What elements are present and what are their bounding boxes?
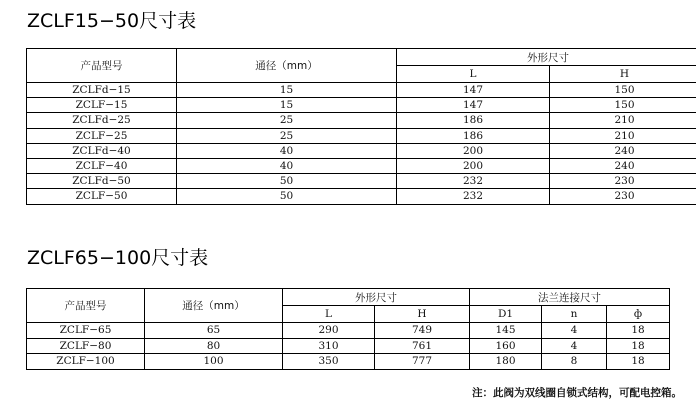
header-phi: ф bbox=[607, 306, 670, 323]
cell-n: 8 bbox=[542, 354, 607, 370]
cell-model: ZCLF−40 bbox=[27, 158, 177, 173]
cell-bore: 15 bbox=[177, 83, 397, 98]
cell-model: ZCLF−25 bbox=[27, 128, 177, 143]
cell-H: 240 bbox=[550, 158, 696, 173]
table1-title: ZCLF15−50尺寸表 bbox=[27, 10, 197, 32]
header-n: n bbox=[542, 306, 607, 323]
header-H: H bbox=[375, 306, 470, 323]
cell-model: ZCLF−15 bbox=[27, 98, 177, 113]
header-flange: 法兰连接尺寸 bbox=[470, 289, 670, 306]
table-row bbox=[27, 174, 696, 189]
cell-L: 232 bbox=[397, 174, 550, 189]
cell-H: 150 bbox=[550, 98, 696, 113]
cell-phi: 18 bbox=[607, 338, 670, 354]
cell-bore: 50 bbox=[177, 189, 397, 204]
dimension-table-65-100 bbox=[26, 288, 670, 370]
cell-bore: 25 bbox=[177, 128, 397, 143]
cell-model: ZCLF−100 bbox=[27, 354, 145, 370]
table-row bbox=[27, 323, 670, 339]
cell-bore: 15 bbox=[177, 98, 397, 113]
cell-L: 147 bbox=[397, 98, 550, 113]
header-D1: D1 bbox=[470, 306, 542, 323]
header-H: H bbox=[550, 66, 696, 83]
cell-L: 350 bbox=[283, 354, 375, 370]
cell-H: 230 bbox=[550, 174, 696, 189]
cell-phi: 18 bbox=[607, 354, 670, 370]
cell-L: 186 bbox=[397, 113, 550, 128]
cell-phi: 18 bbox=[607, 323, 670, 339]
footnote: 注：此阀为双线圈自锁式结构，可配电控箱。 bbox=[472, 387, 682, 399]
header-model: 产品型号 bbox=[27, 49, 177, 83]
cell-L: 232 bbox=[397, 189, 550, 204]
cell-D1: 180 bbox=[470, 354, 542, 370]
header-L: L bbox=[397, 66, 550, 83]
cell-H: 210 bbox=[550, 113, 696, 128]
table1-body bbox=[27, 83, 696, 205]
cell-bore: 65 bbox=[145, 323, 283, 339]
cell-L: 186 bbox=[397, 128, 550, 143]
cell-H: 777 bbox=[375, 354, 470, 370]
cell-L: 147 bbox=[397, 83, 550, 98]
cell-model: ZCLF−50 bbox=[27, 189, 177, 204]
table2-body bbox=[27, 323, 670, 370]
cell-D1: 160 bbox=[470, 338, 542, 354]
cell-L: 310 bbox=[283, 338, 375, 354]
cell-H: 749 bbox=[375, 323, 470, 339]
header-L: L bbox=[283, 306, 375, 323]
cell-bore: 25 bbox=[177, 113, 397, 128]
cell-n: 4 bbox=[542, 323, 607, 339]
cell-model: ZCLFd−25 bbox=[27, 113, 177, 128]
table-row bbox=[27, 83, 696, 98]
cell-D1: 145 bbox=[470, 323, 542, 339]
header-dims: 外形尺寸 bbox=[283, 289, 470, 306]
table-row bbox=[27, 143, 696, 158]
header-bore: 通径（mm） bbox=[145, 289, 283, 323]
table-row bbox=[27, 354, 670, 370]
cell-bore: 40 bbox=[177, 158, 397, 173]
cell-L: 290 bbox=[283, 323, 375, 339]
cell-model: ZCLFd−50 bbox=[27, 174, 177, 189]
dimension-table-15-50 bbox=[26, 48, 696, 205]
header-dims: 外形尺寸 bbox=[397, 49, 696, 66]
table-row bbox=[27, 189, 696, 204]
cell-bore: 100 bbox=[145, 354, 283, 370]
cell-L: 200 bbox=[397, 158, 550, 173]
cell-H: 240 bbox=[550, 143, 696, 158]
cell-model: ZCLFd−40 bbox=[27, 143, 177, 158]
cell-bore: 80 bbox=[145, 338, 283, 354]
table-row bbox=[27, 128, 696, 143]
table-row bbox=[27, 158, 696, 173]
table-row bbox=[27, 338, 670, 354]
header-model: 产品型号 bbox=[27, 289, 145, 323]
table-row bbox=[27, 113, 696, 128]
cell-L: 200 bbox=[397, 143, 550, 158]
cell-model: ZCLF−80 bbox=[27, 338, 145, 354]
cell-bore: 40 bbox=[177, 143, 397, 158]
cell-H: 230 bbox=[550, 189, 696, 204]
cell-bore: 50 bbox=[177, 174, 397, 189]
cell-model: ZCLFd−15 bbox=[27, 83, 177, 98]
cell-n: 4 bbox=[542, 338, 607, 354]
cell-H: 210 bbox=[550, 128, 696, 143]
table-row bbox=[27, 98, 696, 113]
header-bore: 通径（mm） bbox=[177, 49, 397, 83]
table2-title: ZCLF65−100尺寸表 bbox=[27, 247, 209, 269]
cell-model: ZCLF−65 bbox=[27, 323, 145, 339]
cell-H: 150 bbox=[550, 83, 696, 98]
cell-H: 761 bbox=[375, 338, 470, 354]
